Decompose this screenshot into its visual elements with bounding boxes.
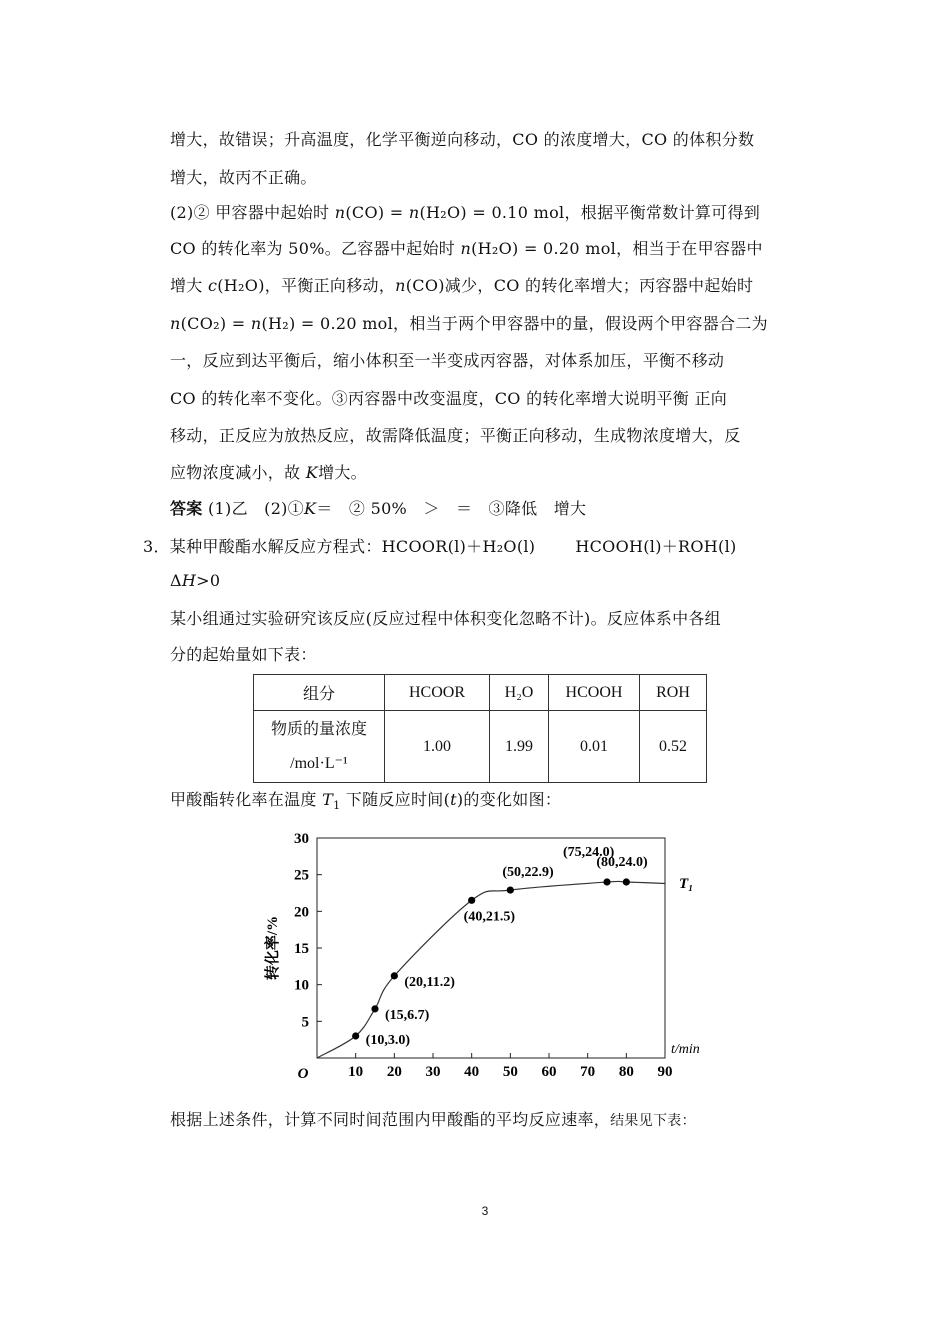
- page-number: 3: [481, 1204, 489, 1218]
- data-point: [603, 878, 610, 885]
- x-tick-label: 30: [425, 1064, 441, 1080]
- table-header: HCOOH: [549, 675, 640, 711]
- data-point: [352, 1032, 359, 1039]
- y-tick-label: 20: [294, 904, 309, 921]
- table-header: H₂O: [490, 675, 549, 711]
- data-label: (75,24.0): [563, 845, 615, 860]
- table-header: ROH: [640, 675, 707, 711]
- x-axis-label: t/min: [671, 1042, 700, 1057]
- question-3-line-4: 分的起始量如下表：: [170, 645, 317, 664]
- composition-table: [253, 674, 707, 783]
- paragraph-line: 应物浓度减小，故 K增大。: [170, 463, 367, 482]
- x-tick-label: 40: [464, 1064, 480, 1080]
- data-point: [371, 1005, 378, 1012]
- paragraph-line: CO 的转化率为 50%。乙容器中起始时 n(H₂O) = 0.20 mol，相当于在甲容器中: [170, 239, 763, 258]
- paragraph-line: n(CO₂) = n(H₂) = 0.20 mol，相当于两个甲容器中的量，假设两个甲容器合二为: [170, 314, 768, 333]
- y-tick-label: 30: [294, 831, 309, 847]
- x-tick-label: 80: [618, 1064, 634, 1080]
- paragraph-line: 增大，故错误；升高温度，化学平衡逆向移动，CO 的浓度增大，CO 的体积分数: [170, 130, 755, 149]
- x-tick-label: 20: [386, 1064, 402, 1080]
- paragraph-line: 移动，正反应为放热反应，故需降低温度；平衡正向移动，生成物浓度增大，反: [170, 426, 741, 445]
- data-point: [391, 972, 398, 979]
- question-3-line-3: 某小组通过实验研究该反应(反应过程中体积变化忽略不计)。反应体系中各组: [170, 609, 721, 628]
- paragraph-line: 增大 c(H₂O)，平衡正向移动，n(CO)减少，CO 的转化率增大；丙容器中起始时: [170, 276, 754, 295]
- question-number: 3．: [143, 537, 170, 556]
- data-point: [623, 878, 630, 885]
- table-header: HCOOR: [385, 675, 490, 711]
- paragraph-line: 增大，故丙不正确。: [170, 168, 317, 187]
- x-tick-label: 50: [502, 1064, 518, 1080]
- table-cell: 0.52: [640, 711, 707, 783]
- y-tick-label: 25: [294, 867, 309, 884]
- y-axis-label: 转化率/%: [265, 915, 281, 981]
- x-tick-label: 90: [657, 1064, 673, 1080]
- question-3-line-1: 3．某种甲酸酯水解反应方程式：HCOOR(l)＋H₂O(l) HCOOH(l)＋ROH(l): [143, 537, 737, 556]
- plot-frame: [317, 838, 665, 1058]
- answer-line: 答案 (1)乙 (2)①K＝ ② 50% ＞ ＝ ③降低 增大: [170, 499, 587, 518]
- y-tick-label: 10: [294, 977, 309, 994]
- y-tick-label: 15: [294, 941, 309, 957]
- data-label: (80,24.0): [596, 855, 648, 870]
- x-tick-label: 10: [348, 1064, 364, 1080]
- after-chart-line: 根据上述条件，计算不同时间范围内甲酸酯的平均反应速率，结果见下表：: [170, 1110, 696, 1129]
- table-cell: 1.99: [490, 711, 549, 783]
- table-cell: 1.00: [385, 711, 490, 783]
- data-label: (20,11.2): [404, 974, 455, 990]
- table-header: 组分: [254, 675, 385, 711]
- question-3-line-2: ΔH>0: [170, 571, 221, 590]
- data-label: (40,21.5): [463, 909, 515, 925]
- paragraph-line: 一，反应到达平衡后，缩小体积至一半变成丙容器，对体系加压，平衡不移动: [170, 351, 725, 370]
- origin-label: O: [297, 1066, 309, 1082]
- data-point: [507, 886, 514, 893]
- y-tick-label: 5: [301, 1014, 309, 1031]
- paragraph-line: (2)② 甲容器中起始时 n(CO) = n(H₂O) = 0.10 mol，根据平衡常数计算可得到: [170, 203, 761, 222]
- x-tick-label: 70: [580, 1064, 596, 1080]
- x-tick-label: 60: [541, 1064, 557, 1080]
- table-cell: 0.01: [549, 711, 640, 783]
- data-label: (50,22.9): [502, 865, 554, 881]
- data-label: (15,6.7): [385, 1007, 430, 1023]
- conversion-chart: [255, 826, 725, 1086]
- row-label: 物质的量浓度 /mol·L⁻¹: [254, 711, 385, 783]
- series-line: [317, 881, 665, 1058]
- data-point: [468, 897, 475, 904]
- curve-label: T₁: [679, 875, 694, 892]
- paragraph-line: CO 的转化率不变化。③丙容器中改变温度，CO 的转化率增大说明平衡 正向: [170, 389, 728, 408]
- data-label: (10,3.0): [365, 1033, 410, 1048]
- answer-label: 答案: [170, 499, 203, 518]
- figure-caption: 甲酸酯转化率在温度 $T_1$ 下随反应时间(t)的变化如图：: [170, 790, 562, 813]
